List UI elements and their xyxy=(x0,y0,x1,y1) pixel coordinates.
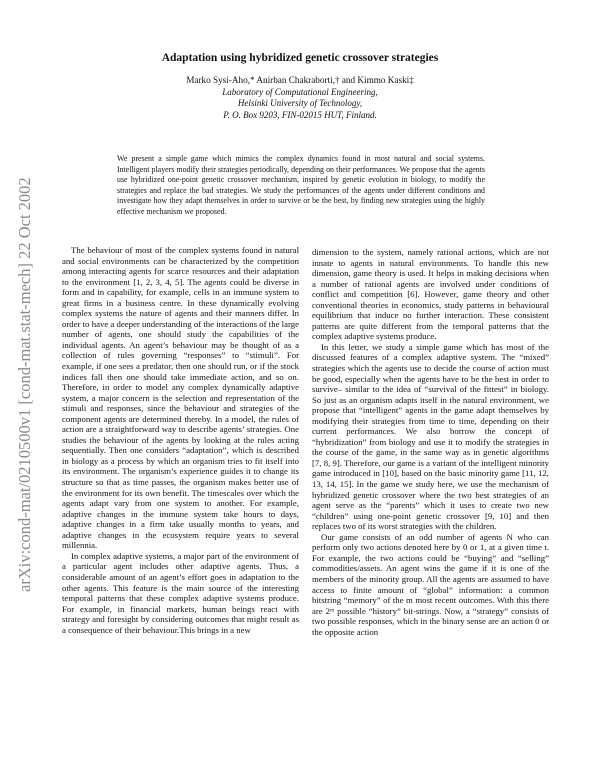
paper-title: Adaptation using hybridized genetic crossover strategies xyxy=(161,52,439,64)
affiliation-university: Helsinki University of Technology, xyxy=(237,98,363,109)
abstract: We present a simple game which mimics the complex dynamics found in most natural and social systems. Intelligent players modify their strategies periodically, depending on their performances. We propose that the agents use hybridized one-point genetic crossover mechanism, inspired by genetic evolution in biology, to modify the strategies and replace the bad strategies. We study the performances of the agents under different conditions and investigate how they adapt themselves in order to survive or be the best, by finding new strategies using the highly effective mechanism we proposed. xyxy=(117,154,485,216)
body-paragraph: In complex adaptive systems, a major part of the environment of a particular agent includes other adaptive agents. Thus, a considerable amount of an agent’s effort goes in adaptation to the other agents. This feature is the main source of the interesting temporal patterns that these complex adaptive systems produce. For example, in financial markets, human beings react with strategy and foresight by considering outcomes that might result as a consequence of their behaviour.This brings in a new xyxy=(62,550,299,635)
body-paragraph: dimension to the system, namely rational actions, which are not innate to agents in natural environments. To handle this new dimension, game theory is used. It helps in making decisions when a number of rational agents are involved under conditions of conflict and competition [6]. However, game theory and other conventional theories in economics, study patterns in behavioural equilibrium that induce no further interaction. These consistent patterns are quite different from the temporal patterns that the complex adaptive systems produce. xyxy=(312,247,549,342)
arxiv-identifier-text: arXiv:cond-mat/0210500v1 [cond-mat.stat-mech] 22 Oct 2002 xyxy=(15,177,34,592)
author-list: Marko Sysi-Aho,* Anirban Chakraborti,† and Kimmo Kaski‡ xyxy=(186,75,414,85)
affiliation-address: P. O. Box 9203, FIN-02015 HUT, Finland. xyxy=(223,109,377,120)
affiliation-lab: Laboratory of Computational Engineering, xyxy=(222,87,378,97)
body-paragraph: Our game consists of an odd number of agents N who can perform only two actions denoted here by 0 or 1, at a given time t. For example, the two actions could be “buying” and “selling” commodities/assets. An agent wins the game if it is one of the members of the minority group. All the agents are assumed to have access to finite amount of “global” information: a common bitstring “memory” of the m most recent outcomes. With this there are 2ᵐ possible “history” bit-strings. Now, a “strategy” consists of two possible responses, which in the binary sense are an action 0 or the opposite action xyxy=(312,531,549,637)
body-paragraph: The behaviour of most of the complex systems found in natural and social environments can be characterized by the competition among interacting agents for scarce resources and their adaptation to the environment [1, 2, 3, 4, 5]. The agents could be diverse in form and in capability, for example, cells in an immune system to great firms in a business centre. In these dynamically evolving complex systems the nature of agents and their manners differ. In order to have a deeper understanding of the interactions of the large number of agents, one should study the capabilities of the individual agents. An agent’s behaviour may be thought of as a collection of rules governing “responses” to “stimuli”. For example, if one sees a predator, then one should run, or if the stock indices fall then one should take immediate action, and so on. Therefore, in order to model any complex dynamically adaptive system, a major concern is the selection and representation of the stimuli and responses, since the behaviour and strategies of the component agents are determined thereby. In a model, the rules of action are a straightforward way to describe agents’ strategies. One studies the behaviour of the agents by looking at the rules acting sequentially. Then one considers “adaptation”, which is described in biology as a process by which an organism tries to fit itself into its environment. The organism’s experience guides it to change its structure so that as time passes, the organism makes better use of the environment for its own benefit. The timescales over which the agents adapt vary from one system to another. For example, adaptive changes in the immune system take hours to days, adaptive changes in a firm take usually months to years, and adaptive changes in the ecosystem require years to several millennia. xyxy=(62,245,299,551)
arxiv-identifier-stamp xyxy=(0,0,44,776)
right-column xyxy=(312,247,549,637)
affiliation xyxy=(100,87,500,121)
left-column xyxy=(62,245,299,635)
body-paragraph: In this letter, we study a simple game which has most of the discussed features of a complex adaptive system. The “mixed” strategies which the agents use to decide the course of action must be good, especially when the agents have to be the best in order to survive– similar to the idea of “survival of the fittest” in biology. So just as an organism adapts itself in the natural environment, we propose that “intelligent” agents in the game adapt themselves by modifying their strategies from time to time, depending on their current performances. We also borrow the concept of “hybridization” from biology and use it to modify the strategies in the course of the game, in the same way as in genetic algorithms [7, 8, 9]. Therefore, our game is a variant of the intelligent minority game introduced in [10], based on the basic minority game [11, 12, 13, 14, 15]. In the game we study here, we use the mechanism of hybridized genetic crossover where the two best strategies of an agent serve as the “parents” which it uses to create two new “children” using one-point genetic crossover [9, 10] and then replaces two of its worst strategies with the children. xyxy=(312,341,549,532)
